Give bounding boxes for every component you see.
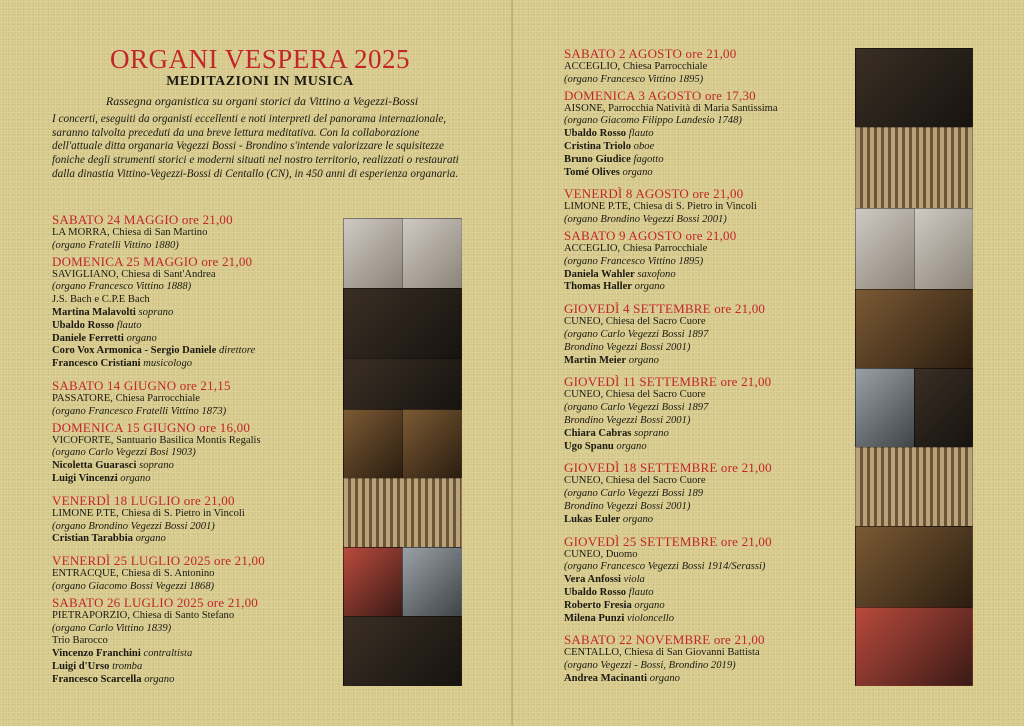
photo-performer bbox=[343, 218, 403, 289]
page-subtitle: MEDITAZIONI IN MUSICA bbox=[166, 74, 354, 89]
concert-event bbox=[564, 186, 854, 227]
performer bbox=[564, 587, 854, 600]
event-date: GIOVEDÌ 4 SETTEMBRE ore 21,00 bbox=[564, 301, 766, 317]
photo-performer bbox=[402, 409, 462, 479]
performer-role: soprano bbox=[138, 306, 174, 318]
photo-organ bbox=[855, 289, 973, 369]
performer-name: Francesco Scarcella bbox=[52, 673, 142, 685]
performer-role: organo bbox=[649, 672, 680, 684]
performer-role: organo bbox=[628, 354, 659, 366]
performer-name: Milena Punzi bbox=[564, 612, 625, 624]
event-date: GIOVEDÌ 18 SETTEMBRE ore 21,00 bbox=[564, 460, 772, 476]
performer-name: Martin Meier bbox=[564, 354, 627, 366]
event-venue: CUNEO, Chiesa del Sacro Cuore bbox=[564, 475, 706, 487]
performer-role: organo bbox=[616, 440, 647, 452]
event-organ: Brondino Vegezzi Bossi 2001) bbox=[564, 414, 691, 426]
performer-role: flauto bbox=[628, 128, 654, 140]
performer bbox=[52, 473, 342, 486]
photo-performer bbox=[914, 208, 973, 290]
performer bbox=[52, 333, 342, 346]
performer-role: organo bbox=[120, 472, 151, 484]
performer-name: Luigi d'Urso bbox=[52, 660, 110, 672]
performer-name: Roberto Fresia bbox=[564, 599, 632, 611]
event-program: Trio Barocco bbox=[52, 635, 108, 647]
event-date: SABATO 9 AGOSTO ore 21,00 bbox=[564, 227, 737, 243]
event-date: DOMENICA 25 MAGGIO ore 21,00 bbox=[52, 253, 253, 269]
performer-name: Ubaldo Rosso bbox=[564, 128, 627, 140]
event-date: SABATO 2 AGOSTO ore 21,00 bbox=[564, 46, 737, 61]
event-date: VENERDÌ 25 LUGLIO 2025 ore 21,00 bbox=[52, 553, 265, 569]
performer-role: organo bbox=[634, 281, 665, 293]
event-organ: (organo Carlo Vittino 1839) bbox=[52, 622, 172, 634]
performer bbox=[564, 355, 854, 368]
performer bbox=[564, 167, 854, 180]
performer-name: Daniela Wahler bbox=[564, 268, 635, 280]
tagline: Rassegna organistica su organi storici da Vittino a Vegezzi-Bossi bbox=[105, 94, 419, 108]
performer bbox=[564, 154, 854, 167]
performer-name: Coro Vox Armonica - Sergio Daniele bbox=[52, 345, 217, 357]
performer bbox=[564, 428, 854, 441]
event-organ: (organo Brondino Vegezzi Bossi 2001) bbox=[564, 214, 727, 226]
event-date: SABATO 24 MAGGIO ore 21,00 bbox=[52, 212, 233, 227]
concert-event bbox=[564, 301, 854, 367]
concert-event bbox=[52, 553, 342, 594]
event-organ: (organo Francesco Vittino 1895) bbox=[564, 255, 704, 267]
performer-role: organo bbox=[622, 166, 653, 178]
performer-name: Vincenzo Franchini bbox=[52, 648, 141, 660]
performer-name: Daniele Ferretti bbox=[52, 332, 124, 344]
photo-performer bbox=[402, 218, 462, 289]
event-organ: (organo Fratelli Vittino 1880) bbox=[52, 239, 179, 251]
event-venue: PASSATORE, Chiesa Parrocchiale bbox=[52, 392, 201, 404]
concert-event bbox=[52, 420, 342, 486]
performer-role: musicologo bbox=[143, 358, 193, 370]
event-venue: CENTALLO, Chiesa di San Giovanni Battista bbox=[564, 647, 760, 659]
event-date: VENERDÌ 18 LUGLIO ore 21,00 bbox=[52, 492, 235, 508]
photo-performer bbox=[855, 368, 915, 448]
performer-role: flauto bbox=[628, 586, 654, 598]
concert-event bbox=[52, 595, 342, 687]
event-date: GIOVEDÌ 25 SETTEMBRE ore 21,00 bbox=[564, 533, 772, 549]
event-venue: LIMONE P.TE, Chiesa di S. Pietro in Vincoli bbox=[564, 201, 757, 213]
performer-role: organo bbox=[622, 513, 654, 525]
concert-event bbox=[564, 46, 854, 87]
concert-event bbox=[564, 632, 854, 685]
photo-choir bbox=[343, 358, 462, 410]
performer bbox=[564, 141, 854, 154]
event-organ: (organo Vegezzi - Bossi, Brondino 2019) bbox=[564, 660, 736, 672]
event-venue: SAVIGLIANO, Chiesa di Sant'Andrea bbox=[52, 268, 216, 280]
performer-name: Andrea Macinanti bbox=[564, 672, 648, 684]
performer bbox=[52, 460, 342, 473]
performer bbox=[52, 674, 342, 687]
header bbox=[80, 44, 440, 90]
event-venue: CUNEO, Chiesa del Sacro Cuore bbox=[564, 389, 706, 401]
performer-name: Cristian Tarabbia bbox=[52, 533, 133, 545]
event-date: SABATO 26 LUGLIO 2025 ore 21,00 bbox=[52, 594, 259, 610]
page-title: ORGANI VESPERA 2025 bbox=[109, 44, 411, 74]
performer-name: Bruno Giudice bbox=[564, 153, 631, 165]
performer bbox=[564, 673, 854, 686]
event-venue: ENTRACQUE, Chiesa di S. Antonino bbox=[52, 568, 215, 580]
event-venue: VICOFORTE, Santuario Basilica Montis Regalis bbox=[52, 434, 261, 446]
photo-performer bbox=[402, 547, 462, 617]
performer-role: organo bbox=[144, 673, 175, 685]
performer-name: Vera Anfossi bbox=[564, 574, 621, 586]
event-date: SABATO 14 GIUGNO ore 21,15 bbox=[52, 377, 231, 393]
event-venue: ACCEGLIO, Chiesa Parrocchiale bbox=[564, 61, 708, 72]
event-venue: AISONE, Parrocchia Natività di Maria Santissima bbox=[564, 102, 778, 114]
performer-role: contraltista bbox=[143, 648, 193, 660]
performer bbox=[564, 441, 854, 454]
performer-role: violoncello bbox=[626, 612, 675, 624]
performer-name: Tomé Olives bbox=[564, 166, 620, 178]
performer-role: viola bbox=[623, 574, 645, 586]
performer bbox=[564, 128, 854, 141]
event-organ: (organo Carlo Vegezzi Bossi 189 bbox=[564, 488, 704, 500]
photo-organ bbox=[855, 607, 973, 686]
concert-event bbox=[564, 88, 854, 180]
event-date: VENERDÌ 8 AGOSTO ore 21,00 bbox=[564, 186, 744, 202]
performer bbox=[52, 648, 342, 661]
performer-name: Chiara Cabras bbox=[564, 427, 632, 439]
performer-name: Lukas Euler bbox=[564, 513, 621, 525]
concert-event bbox=[564, 228, 854, 294]
performer bbox=[52, 661, 342, 674]
intro-text: I concerti, eseguiti da organisti eccellenti e noti interpreti del panorama internazionale, saranno talvolta preceduti da una breve lettura meditativa. Con la collaborazione dell'attuale ditta organaria Vegezzi Bossi - Brondino s'intende valorizzare le squisitezze foniche degli strumenti storici e moderni situati nel nostro territorio, realizzati o restaurati dalla dinastia Vittino-Vegezzi-Bossi di Centallo (CN), in 450 anni di esperienza organaria. bbox=[52, 113, 459, 180]
performer-role: organo bbox=[135, 533, 166, 545]
event-organ: (organo Francesco Vittino 1895) bbox=[564, 73, 704, 85]
concert-event bbox=[52, 212, 342, 253]
event-date: DOMENICA 15 GIUGNO ore 16,00 bbox=[52, 419, 251, 435]
performer bbox=[564, 514, 854, 527]
page-fold bbox=[511, 0, 513, 726]
performer-name: Ugo Spanu bbox=[564, 440, 614, 452]
event-venue: LA MORRA, Chiesa di San Martino bbox=[52, 227, 208, 238]
event-organ: (organo Carlo Vegezzi Bossi 1897 bbox=[564, 402, 709, 414]
performer bbox=[52, 358, 342, 371]
concert-event bbox=[52, 493, 342, 546]
event-organ: (organo Giacomo Bossi Vegezzi 1868) bbox=[52, 580, 215, 592]
performer-role: tromba bbox=[112, 660, 143, 672]
performer-role: soprano bbox=[139, 460, 174, 472]
event-date: GIOVEDÌ 11 SETTEMBRE ore 21,00 bbox=[564, 374, 772, 390]
photo-ensemble bbox=[855, 526, 973, 608]
concert-event bbox=[52, 254, 342, 371]
events-left-column bbox=[52, 212, 342, 694]
event-organ: (organo Carlo Vegezzi Bossi 1897 bbox=[564, 328, 709, 340]
performer bbox=[564, 281, 854, 294]
event-venue: CUNEO, Duomo bbox=[564, 548, 638, 560]
performer-name: Ubaldo Rosso bbox=[564, 586, 627, 598]
photo-performer bbox=[343, 288, 462, 359]
event-organ: Brondino Vegezzi Bossi 2001) bbox=[564, 341, 691, 353]
performer-name: Ubaldo Rosso bbox=[52, 319, 115, 331]
event-venue: PIETRAPORZIO, Chiesa di Santo Stefano bbox=[52, 609, 235, 621]
event-venue: LIMONE P.TE, Chiesa di S. Pietro in Vincoli bbox=[52, 507, 245, 519]
event-organ: (organo Carlo Vegezzi Bosi 1903) bbox=[52, 447, 196, 459]
performer bbox=[564, 269, 854, 282]
event-organ: (organo Francesco Vittino 1888) bbox=[52, 281, 192, 293]
performer-role: saxofono bbox=[637, 268, 676, 280]
photo-performer bbox=[343, 547, 403, 617]
performer-role: soprano bbox=[634, 427, 669, 439]
performer-role: organo bbox=[634, 599, 665, 611]
performer-name: Francesco Cristiani bbox=[52, 358, 141, 370]
performer-name: Cristina Triolo bbox=[564, 140, 631, 152]
event-venue: ACCEGLIO, Chiesa Parrocchiale bbox=[564, 242, 708, 254]
photo-performer bbox=[343, 616, 462, 686]
performer bbox=[52, 320, 342, 333]
performer-name: Martina Malavolti bbox=[52, 306, 136, 318]
photo-organ bbox=[343, 478, 462, 548]
event-organ: (organo Giacomo Filippo Landesio 1748) bbox=[564, 115, 742, 127]
performer-name: Nicoletta Guarasci bbox=[52, 460, 137, 472]
performer-role: organo bbox=[126, 332, 157, 344]
events-right-column bbox=[564, 46, 854, 693]
concert-event bbox=[564, 534, 854, 626]
performer bbox=[52, 345, 342, 358]
event-organ: Brondino Vegezzi Bossi 2001) bbox=[564, 500, 691, 512]
event-program: J.S. Bach e C.P.E Bach bbox=[52, 294, 150, 306]
performer bbox=[52, 307, 342, 320]
event-date: DOMENICA 3 AGOSTO ore 17,30 bbox=[564, 87, 756, 103]
event-date: SABATO 22 NOVEMBRE ore 21,00 bbox=[564, 632, 765, 648]
photo-performer bbox=[914, 368, 973, 448]
performer bbox=[564, 600, 854, 613]
photo-organ bbox=[855, 127, 973, 209]
performer-role: oboe bbox=[633, 140, 655, 152]
photo-performer bbox=[855, 208, 915, 290]
photo-performer bbox=[343, 409, 403, 479]
performer-role: direttore bbox=[218, 345, 256, 357]
performer-role: fagotto bbox=[633, 153, 664, 165]
event-organ: (organo Francesco Fratelli Vittino 1873) bbox=[52, 405, 227, 417]
performer bbox=[564, 574, 854, 587]
concert-event bbox=[564, 374, 854, 453]
event-organ: (organo Brondino Vegezzi Bossi 2001) bbox=[52, 520, 215, 532]
concert-event bbox=[52, 378, 342, 419]
performer bbox=[564, 613, 854, 626]
performer-role: flauto bbox=[116, 319, 142, 331]
photo-organ bbox=[855, 447, 973, 527]
photo-ensemble bbox=[855, 48, 973, 128]
concert-event bbox=[564, 460, 854, 526]
performer-name: Thomas Haller bbox=[564, 281, 632, 293]
performer-name: Luigi Vincenzi bbox=[52, 472, 118, 484]
event-venue: CUNEO, Chiesa del Sacro Cuore bbox=[564, 316, 706, 328]
event-organ: (organo Francesco Vegezzi Bossi 1914/Serassi) bbox=[564, 561, 766, 573]
performer bbox=[52, 533, 342, 546]
